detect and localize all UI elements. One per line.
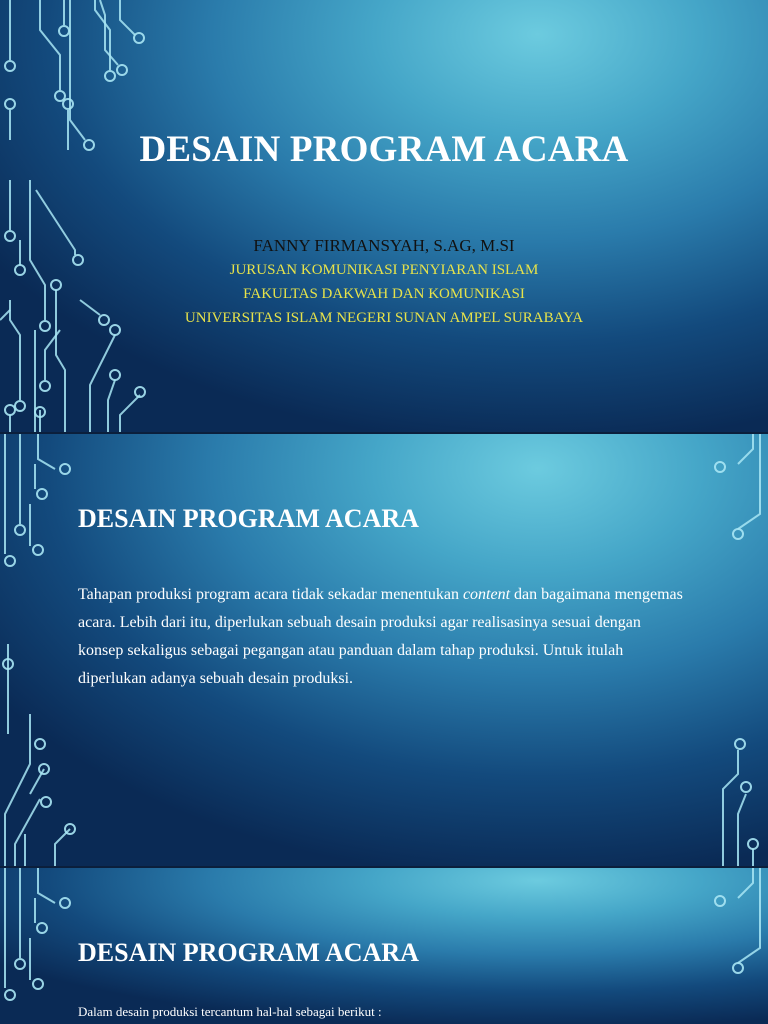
faculty-text: FAKULTAS DAKWAH DAN KOMUNIKASI xyxy=(243,286,525,302)
slide-elements xyxy=(0,868,768,1024)
slide-intro xyxy=(0,434,768,866)
department-text: JURUSAN KOMUNIKASI PENYIARAN ISLAM xyxy=(229,262,539,278)
circuit-decoration-left xyxy=(0,868,90,1024)
content-term: content xyxy=(462,586,511,603)
circuit-decoration-right xyxy=(698,434,768,866)
circuit-decoration-left xyxy=(0,0,160,432)
circuit-decoration-left xyxy=(0,434,90,866)
slide-heading: DESAIN PROGRAM ACARA xyxy=(78,504,419,533)
slide-title-heading: DESAIN PROGRAM ACARA xyxy=(139,129,629,170)
list-intro-text: Dalam desain produksi tercantum hal-hal sebagai berikut : xyxy=(78,1004,382,1019)
university-text: UNIVERSITAS ISLAM NEGERI SUNAN AMPEL SURABAYA xyxy=(184,310,584,326)
circuit-decoration-right xyxy=(698,868,768,1024)
slide-heading: DESAIN PROGRAM ACARA xyxy=(78,938,419,967)
paragraph-text-start: Tahapan produksi program acara tidak sekadar menentukan xyxy=(78,586,463,603)
intro-paragraph xyxy=(78,581,690,693)
slide-title xyxy=(0,0,768,432)
author-name: FANNY FIRMANSYAH, S.AG, M.SI xyxy=(253,236,515,255)
paragraph-text-end: dan bagaimana mengemas acara. Lebih dari itu, diperlukan sebuah desain produksi agar realisasinya sesuai dengan konsep sekaligus sebagai pegangan atau panduan dalam tahap produksi. Untuk itulah diperlukan adanya sebuah desain produksi. xyxy=(78,586,683,687)
